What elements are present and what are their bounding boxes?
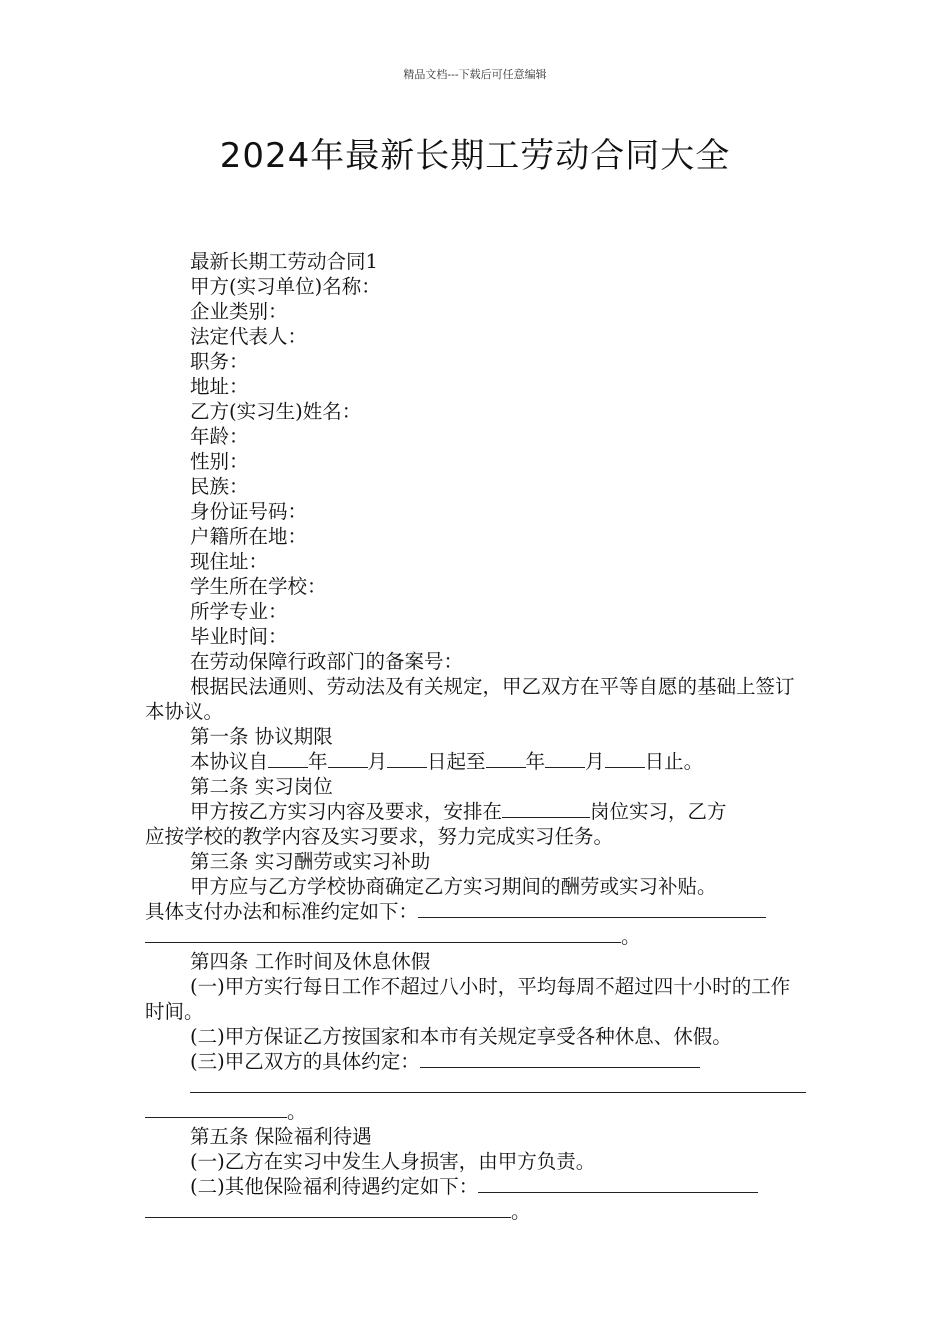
field-party-b-name: 乙方(实习生)姓名： (190, 400, 362, 423)
article-2-heading: 第二条 实习岗位 (190, 775, 333, 798)
blank-line (605, 750, 645, 768)
blank-line (486, 750, 526, 768)
field-filing-number: 在劳动保障行政部门的备案号： (190, 650, 464, 673)
text: 。 (287, 1100, 307, 1123)
text: 日起至 (427, 750, 486, 773)
field-enterprise-type: 企业类别： (190, 300, 288, 323)
text: 。 (621, 925, 641, 948)
text: 年 (525, 750, 546, 773)
field-position: 职务： (190, 350, 249, 373)
text: 甲方按乙方实习内容及要求，安排在 (190, 800, 503, 823)
article-2-text-cont: 应按学校的教学内容及实习要求，努力完成实习任务。 (145, 825, 614, 848)
document-title: 2024年最新长期工劳动合同大全 (219, 136, 731, 176)
text: 本协议自 (190, 750, 269, 773)
article-2-text (145, 799, 807, 824)
field-id-number: 身份证号码： (190, 500, 308, 523)
blank-line (190, 1075, 806, 1093)
field-school: 学生所在学校： (190, 575, 327, 598)
blank-line (268, 750, 308, 768)
field-major: 所学专业： (190, 600, 288, 623)
contract-subtitle: 最新长期工劳动合同1 (190, 250, 378, 273)
document-body (145, 249, 807, 1224)
field-household-registration: 户籍所在地： (190, 525, 308, 548)
blank-line (145, 1100, 287, 1118)
field-gender: 性别： (190, 450, 249, 473)
article-4-item1: (一)甲方实行每日工作不超过八小时，平均每周不超过四十小时的工作时间。 (145, 975, 791, 1023)
article-5-item2 (145, 1174, 807, 1199)
article-4-heading: 第四条 工作时间及休息休假 (190, 950, 431, 973)
article-4-end-line (145, 1099, 807, 1124)
field-current-address: 现住址： (190, 550, 269, 573)
article-1-term (145, 749, 807, 774)
blank-line (145, 1200, 511, 1218)
article-3-line2 (145, 899, 807, 924)
blank-line (328, 750, 368, 768)
blank-line (387, 750, 427, 768)
field-address: 地址： (190, 375, 249, 398)
article-3-line3 (145, 924, 807, 949)
article-3-line1: 甲方应与乙方学校协商确定乙方实习期间的酬劳或实习补贴。 (190, 875, 717, 898)
blank-line (545, 750, 585, 768)
header-note: 精品文档---下载后可任意编辑 (403, 68, 547, 81)
field-age: 年龄： (190, 425, 249, 448)
text: (二)其他保险福利待遇约定如下： (190, 1175, 479, 1198)
text: 岗位实习，乙方 (590, 800, 727, 823)
text: 月 (367, 750, 388, 773)
field-ethnicity: 民族： (190, 475, 249, 498)
article-4-item3 (145, 1049, 807, 1074)
article-1-heading: 第一条 协议期限 (190, 725, 333, 748)
article-3-heading: 第三条 实习酬劳或实习补助 (190, 850, 431, 873)
text: 月 (585, 750, 605, 773)
article-5-heading: 第五条 保险福利待遇 (190, 1125, 372, 1148)
article-5-end-line (145, 1199, 807, 1224)
blank-line (478, 1175, 758, 1193)
text: 日止。 (644, 750, 704, 773)
article-4-item2: (二)甲方保证乙方按国家和本市有关规定享受各种休息、休假。 (190, 1025, 732, 1048)
blank-line (502, 800, 590, 818)
text: (三)甲乙双方的具体约定： (190, 1050, 420, 1073)
blank-line (145, 925, 621, 943)
article-5-item1: (一)乙方在实习中发生人身损害，由甲方负责。 (190, 1150, 596, 1173)
text: 年 (308, 750, 328, 773)
text: 。 (511, 1200, 531, 1223)
blank-line (420, 1050, 700, 1068)
field-party-a-name: 甲方(实习单位)名称： (190, 275, 381, 298)
article-4-blank-line (145, 1074, 807, 1099)
text: 具体支付办法和标准约定如下： (145, 900, 419, 923)
preamble: 根据民法通则、劳动法及有关规定，甲乙双方在平等自愿的基础上签订本协议。 (145, 675, 795, 723)
field-legal-representative: 法定代表人： (190, 325, 308, 348)
blank-line (418, 900, 766, 918)
field-graduation-time: 毕业时间： (190, 625, 288, 648)
